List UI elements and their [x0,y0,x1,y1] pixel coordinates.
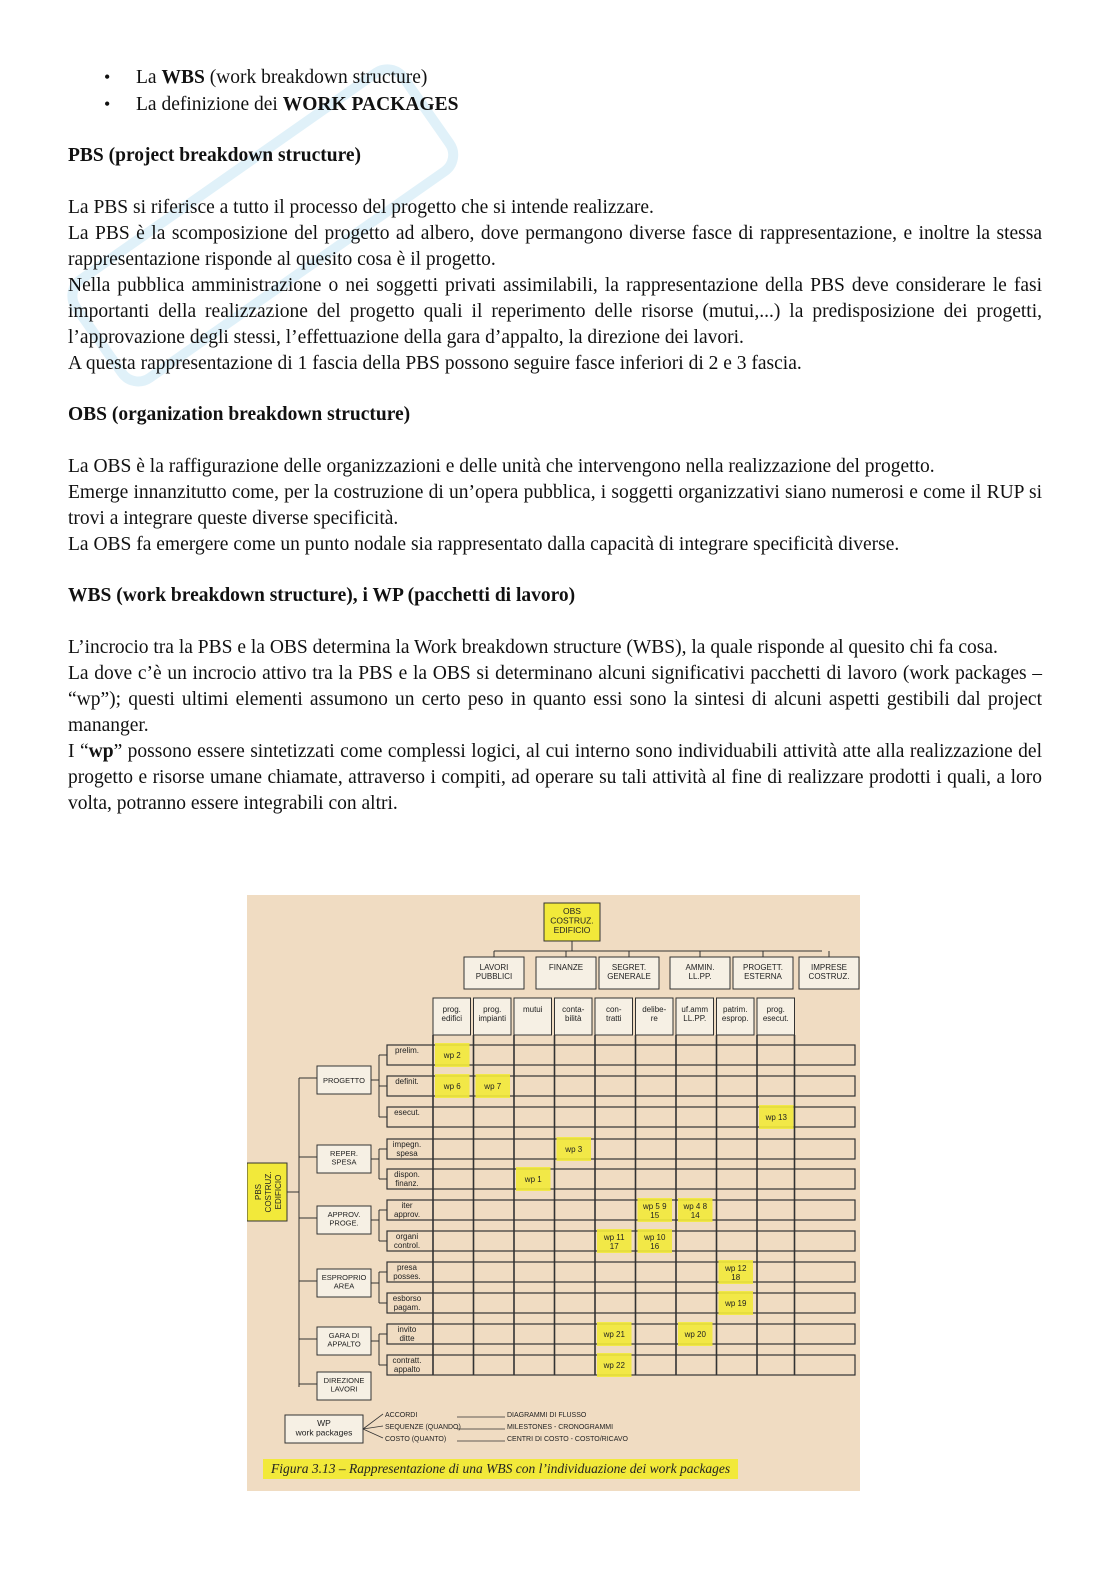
legend-left-item: SEQUENZE (QUANDO) [385,1424,461,1431]
row-label: dispon. finanz. [394,1170,420,1188]
column-header-label: patrim. esprop. [721,1005,749,1023]
legend-left-item: COSTO (QUANTO) [385,1436,447,1443]
work-package-label: wp 1 [524,1175,542,1184]
row-label: invito ditte [397,1325,417,1343]
obs-paragraph-3: La OBS fa emergere come un punto nodale sia rappresentato dalla capacità di integrare specificità diverse. [68,534,900,555]
grid-row-bar [387,1200,855,1220]
column-header-label: uf.amm LL.PP. [681,1005,709,1023]
obs-level1-label: SEGRET. GENERALE [607,963,651,981]
bullet-work-packages: • La definizione dei WORK PACKAGES [68,91,1042,118]
row-label: iter approv. [393,1201,421,1219]
column-header-label: delibe-re [642,1005,667,1023]
legend-right-item: DIAGRAMMI DI FLUSSO [507,1412,587,1419]
obs-level1-label: PROGETT. ESTERNA [742,963,784,981]
obs-heading: OBS (organization breakdown structure) [68,404,411,425]
work-package-label: wp 21 [603,1330,625,1339]
pbs-level1-label: DIREZIONE LAVORI [323,1376,365,1394]
pbs-level1-label: PROGETTO [323,1076,365,1085]
wbs-diagram [247,895,860,1455]
column-header-label: con-tratti [605,1005,622,1023]
column-header-label: prog. edifici [441,1005,462,1023]
obs-root-label: OBS COSTRUZ. EDIFICIO [550,906,594,935]
work-package-label: wp 22 [603,1361,625,1370]
row-label: contratt. appalto [392,1356,422,1374]
obs-level1-label: FINANZE [548,963,584,972]
work-package-label: wp 7 [484,1082,502,1091]
obs-level1-label: IMPRESE COSTRUZ. [808,963,850,981]
document-page [68,64,1042,817]
column-header-label: prog. esecut. [762,1005,789,1023]
work-package-label: wp 13 [765,1113,787,1122]
obs-level1-label: AMMIN. LL.PP. [685,963,715,981]
grid-row-bar [387,1169,855,1189]
intro-bullet-list [68,64,1042,118]
obs-paragraph-2: Emerge innanzitutto come, per la costruzione di un’opera pubblica, i soggetti organizzativi siano numerosi e come il RUP si trovi a integrare queste diverse specificità. [68,482,1042,529]
obs-level1-label: LAVORI PUBBLICI [475,963,513,981]
pbs-level1-label: APPROV. PROGE. [327,1210,361,1228]
row-label: prelim. [394,1046,420,1055]
grid-row-bar [387,1139,855,1159]
work-package-label: wp 5 9 15 [642,1202,667,1220]
work-package-label: wp 2 [443,1051,461,1060]
column-header-label: mutui [522,1005,543,1014]
row-label: definit. [395,1077,419,1086]
row-label: organi control. [393,1232,421,1250]
legend-right-item: MILESTONES - CRONOGRAMMI [507,1424,614,1431]
wbs-heading: WBS (work breakdown structure), i WP (pacchetti di lavoro) [68,585,576,606]
bullet-wbs: • La WBS (work breakdown structure) [68,64,1042,91]
obs-paragraph-1: La OBS è la raffigurazione delle organizzazioni e delle unità che intervengono nella realizzazione del progetto. [68,456,935,477]
row-label: presa posses. [393,1263,421,1281]
column-header-box [514,998,552,1035]
pbs-level1-label: ESPROPRIO AREA [321,1273,367,1291]
wbs-paragraph-3: I “wp” possono essere sintetizzati come complessi logici, al cui interno sono individuabili attività atte alla realizzazione del progetto e risorse umane chiamate, attraverso i compiti, ad operare su tali attività al fine di realizzare prodotti i quali, a loro volta, potranno essere integrabili con altri. [68,741,1042,814]
pbs-paragraph-1: La PBS si riferisce a tutto il processo del progetto che si intende realizzare. [68,197,654,218]
legend-right-item: CENTRI DI COSTO - COSTO/RICAVO [507,1436,628,1443]
obs-level1-box [536,957,596,989]
pbs-root-label: PBSCOSTRUZ.EDIFICIO [254,1171,283,1213]
work-package-label: wp 3 [565,1145,583,1154]
pbs-heading: PBS (project breakdown structure) [68,145,362,166]
pbs-paragraph-3: Nella pubblica amministrazione o nei soggetti privati assimilabili, la rappresentazione della PBS deve considerare le fasi importanti della realizzazione del progetto quali il reperimento delle risorse (mutui,...) la predisposizione dei progetti, l’approvazione degli stessi, l’effettuazione della gara d’appalto, la direzione dei lavori. [68,275,1042,348]
work-package-label: wp 4 8 14 [683,1202,708,1220]
wbs-paragraph-1: L’incrocio tra la PBS e la OBS determina la Work breakdown structure (WBS), la quale risponde al quesito chi fa cosa. [68,637,998,658]
row-label: esecut. [394,1108,420,1117]
work-package-label: wp 19 [725,1299,747,1308]
row-label: impegn. spesa [392,1140,422,1158]
work-package-label: wp 20 [684,1330,706,1339]
grid-row-bar [387,1293,855,1313]
wbs-figure [247,895,860,1491]
work-package-label: wp 10 16 [644,1233,666,1251]
row-label: esborso pagam. [392,1294,422,1312]
grid-row-bar [387,1262,855,1282]
work-package-label: wp 6 [443,1082,461,1091]
wbs-paragraph-2: La dove c’è un incrocio attivo tra la PBS e la OBS si determinano alcuni significativi pacchetti di lavoro (work packages – “wp”); questi ultimi elementi assumono un certo peso in quanto essi sono la sintesi di alcuni aspetti gestibili dal project mananger. [68,663,1042,736]
work-package-label: wp 12 18 [725,1264,747,1282]
figure-caption: Figura 3.13 – Rappresentazione di una WBS con l’individuazione dei work packages [263,1459,738,1479]
work-package-label: wp 11 17 [603,1233,625,1251]
pbs-paragraph-2: La PBS è la scomposizione del progetto ad albero, dove permangono diverse fasce di rappresentazione, e inoltre la stessa rappresentazione risponde al quesito cosa è il progetto. [68,223,1042,270]
legend-wp-label: WP work packages [295,1418,353,1438]
pbs-level1-label: GARA DI APPALTO [327,1331,361,1349]
legend-left-item: ACCORDI [385,1412,418,1419]
column-header-label: prog. impianti [478,1005,507,1023]
pbs-paragraph-4: A questa rappresentazione di 1 fascia della PBS possono seguire fasce inferiori di 2 e 3 fascia. [68,353,802,374]
legend-pointer [363,1429,383,1438]
column-header-label: conta-bilità [562,1005,585,1023]
pbs-level1-label: REPER. SPESA [330,1149,358,1167]
